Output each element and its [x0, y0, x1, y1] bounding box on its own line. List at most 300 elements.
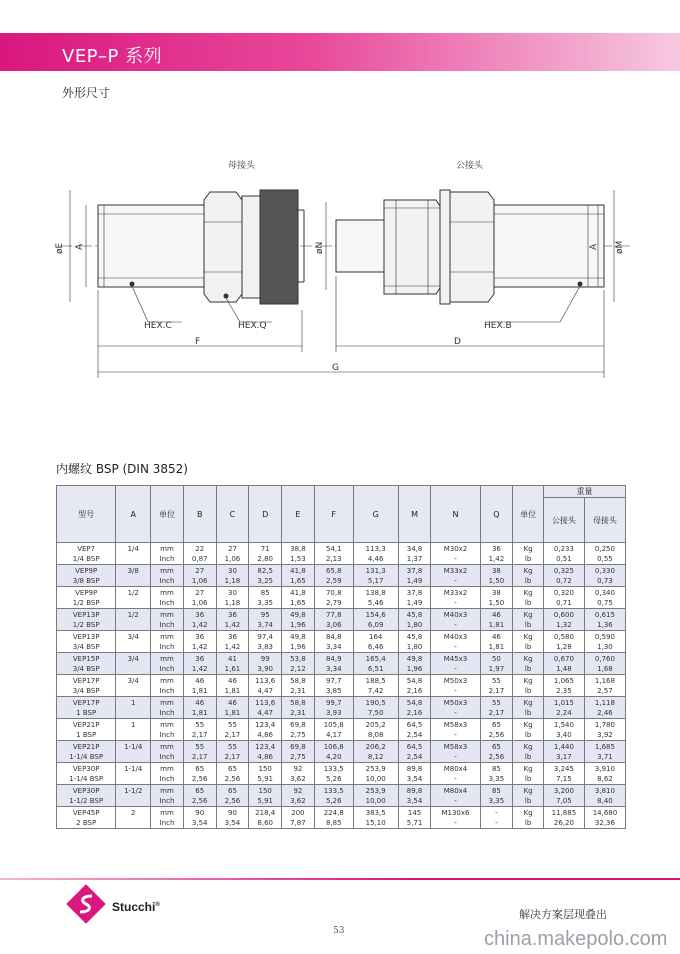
table-row [57, 785, 626, 807]
cell-value: VEP17P [72, 698, 100, 707]
table-cell [398, 807, 431, 829]
cell-value: 64,5 [406, 720, 423, 729]
cell-value: 85 [491, 786, 501, 795]
table-cell [584, 631, 625, 653]
cell-value: M40x3 [443, 610, 468, 619]
table-cell [216, 763, 249, 785]
table-cell [116, 587, 151, 609]
cell-value: 2,57 [597, 686, 613, 695]
cell-value: 54,1 [325, 544, 342, 553]
cell-value: mm [160, 588, 174, 597]
cell-value: 2,17 [224, 730, 241, 739]
cell-value: 1,015 [553, 698, 574, 707]
cell-value: 1-1/4 [124, 765, 143, 773]
cell-value: 4,47 [257, 708, 273, 717]
cell-value: 1,80 [406, 642, 423, 651]
cell-value: lb [524, 818, 532, 827]
cell-value: 1,80 [406, 620, 423, 629]
cell-value: 41,8 [290, 588, 306, 597]
table-cell [314, 807, 353, 829]
table-cell [151, 631, 184, 653]
cell-value: mm [160, 566, 174, 575]
table-cell [57, 741, 116, 763]
cell-value: VEP13P [72, 632, 100, 641]
cell-value: VEP9P [75, 566, 98, 575]
cell-value: 5,26 [325, 796, 342, 805]
table-cell [282, 631, 315, 653]
dim-hexB: HEX.B [484, 321, 512, 331]
cell-value: 3/8 [127, 567, 139, 575]
cell-value: 4,46 [367, 554, 384, 563]
dim-A-right: A [589, 243, 599, 250]
cell-value: 2,17 [224, 752, 241, 761]
cell-value: 0,75 [597, 598, 613, 607]
cell-value: 1 [131, 721, 136, 729]
table-cell [151, 697, 184, 719]
table-cell [480, 763, 513, 785]
cell-value: 55 [491, 676, 501, 685]
table-row [57, 719, 626, 741]
cell-value: 36 [195, 654, 205, 663]
cell-value: 2,31 [290, 686, 306, 695]
cell-value: 84,9 [325, 654, 342, 663]
cell-value: 3,85 [325, 686, 342, 695]
cell-value: VEP21P [72, 742, 100, 751]
table-cell [151, 609, 184, 631]
table-cell [431, 609, 480, 631]
table-cell [183, 587, 216, 609]
cell-value: 1,48 [556, 664, 572, 673]
cell-value: 99,7 [325, 698, 342, 707]
cell-value: Inch [159, 554, 175, 563]
brand-name: Stucchi® [112, 900, 160, 914]
cell-value: 3,06 [325, 620, 342, 629]
cell-value: 1-1/4 BSP [69, 774, 104, 783]
cell-value: 4,47 [257, 686, 273, 695]
table-cell [398, 609, 431, 631]
male-coupling [336, 190, 604, 304]
table-cell [216, 609, 249, 631]
table-cell [480, 609, 513, 631]
table-cell [314, 675, 353, 697]
cell-value: - [454, 796, 457, 805]
table-cell [57, 785, 116, 807]
cell-value: 0,600 [553, 610, 574, 619]
cell-value: 99 [260, 654, 270, 663]
cell-value: 1,81 [191, 708, 208, 717]
cell-value: 1-1/2 BSP [69, 796, 104, 805]
cell-value: Inch [159, 598, 175, 607]
cell-value: VEP9P [75, 588, 98, 597]
table-row [57, 587, 626, 609]
cell-value: 97,7 [325, 676, 342, 685]
table-cell [57, 609, 116, 631]
cell-value: 2,59 [325, 576, 342, 585]
footer-line [0, 878, 680, 880]
table-row [57, 609, 626, 631]
table-row [57, 565, 626, 587]
table-cell [353, 763, 398, 785]
table-cell [431, 631, 480, 653]
cell-value: 218,4 [255, 808, 276, 817]
cell-value: 2,75 [290, 752, 306, 761]
table-cell [584, 587, 625, 609]
table-cell [584, 807, 625, 829]
cell-value: 65 [195, 764, 205, 773]
table-cell [513, 785, 544, 807]
cell-value: 8,62 [597, 774, 613, 783]
table-cell [480, 741, 513, 763]
table-cell [57, 565, 116, 587]
table-cell [584, 609, 625, 631]
cell-value: 1,49 [406, 576, 423, 585]
table-cell [249, 763, 282, 785]
table-cell [216, 653, 249, 675]
cell-value: 138,8 [365, 588, 386, 597]
cell-value: - [454, 576, 457, 585]
table-cell [249, 653, 282, 675]
cell-value: 106,8 [323, 742, 344, 751]
cell-value: 205,2 [365, 720, 386, 729]
cell-value: 5,26 [325, 774, 342, 783]
cell-value: 27 [195, 566, 205, 575]
cell-value: Kg [523, 610, 533, 619]
cell-value: 1,168 [594, 676, 615, 685]
table-cell [151, 653, 184, 675]
cell-value: 8,08 [367, 730, 384, 739]
table-cell [314, 697, 353, 719]
col-weight-male: 公接头 [543, 498, 584, 543]
table-cell [57, 631, 116, 653]
table-cell [151, 587, 184, 609]
table-cell [353, 653, 398, 675]
table-cell [543, 763, 584, 785]
cell-value: 50 [491, 654, 501, 663]
table-cell [116, 675, 151, 697]
cell-value: 190,5 [365, 698, 386, 707]
cell-value: 2,46 [597, 708, 613, 717]
table-cell [216, 697, 249, 719]
cell-value: - [454, 620, 457, 629]
cell-value: 1,065 [553, 676, 574, 685]
cell-value: 0,51 [556, 554, 572, 563]
table-cell [431, 697, 480, 719]
table-cell [151, 565, 184, 587]
table-cell [480, 543, 513, 565]
table-cell [314, 719, 353, 741]
cell-value: 7,87 [290, 818, 306, 827]
cell-value: 1,81 [224, 686, 241, 695]
table-cell [151, 741, 184, 763]
cell-value: 2,54 [406, 730, 423, 739]
table-cell [116, 785, 151, 807]
cell-value: - [454, 708, 457, 717]
cell-value: 90 [195, 808, 205, 817]
cell-value: 7,42 [367, 686, 384, 695]
cell-value: 133,5 [323, 786, 344, 795]
cell-value: 26,20 [553, 818, 574, 827]
table-cell [249, 807, 282, 829]
cell-value: 2,13 [325, 554, 342, 563]
table-cell [480, 565, 513, 587]
cell-value: Inch [159, 730, 175, 739]
table-cell [282, 763, 315, 785]
table-cell [584, 697, 625, 719]
table-row [57, 741, 626, 763]
cell-value: 46 [228, 698, 237, 707]
table-cell [513, 763, 544, 785]
cell-value: 1,65 [290, 598, 306, 607]
cell-value: 1,28 [556, 642, 572, 651]
cell-value: 3,200 [553, 786, 574, 795]
cell-value: 0,340 [594, 588, 615, 597]
cell-value: VEP21P [72, 720, 100, 729]
cell-value: 383,5 [365, 808, 386, 817]
col-model: 型号 [57, 486, 116, 543]
cell-value: - [454, 664, 457, 673]
cell-value: mm [160, 786, 174, 795]
cell-value: 36 [195, 632, 205, 641]
table-cell [183, 741, 216, 763]
cell-value: M130x6 [441, 808, 470, 817]
table-cell [543, 609, 584, 631]
dim-phiM: øM [615, 240, 625, 254]
cell-value: Kg [523, 786, 533, 795]
cell-value: 3,62 [290, 796, 306, 805]
cell-value: - [454, 818, 457, 827]
table-cell [353, 543, 398, 565]
col-E: E [282, 486, 315, 543]
cell-value: 3,54 [406, 796, 423, 805]
table-cell [216, 675, 249, 697]
cell-value: 1,61 [224, 664, 241, 673]
cell-value: 27 [228, 544, 237, 553]
table-cell [513, 631, 544, 653]
spec-table [56, 485, 626, 829]
cell-value: 1,06 [191, 598, 208, 607]
cell-value: 3/4 [127, 677, 139, 685]
cell-value: 55 [195, 742, 205, 751]
cell-value: 1/2 BSP [72, 598, 100, 607]
cell-value: 3,54 [406, 774, 423, 783]
cell-value: 4,17 [325, 730, 342, 739]
cell-value: 3,92 [597, 730, 613, 739]
cell-value: 55 [195, 720, 205, 729]
cell-value: - [454, 730, 457, 739]
cell-value: - [495, 808, 498, 817]
cell-value: Kg [523, 588, 533, 597]
table-cell [216, 543, 249, 565]
female-coupling [98, 190, 304, 304]
table-cell [249, 697, 282, 719]
cell-value: 38 [491, 588, 501, 597]
cell-value: 46 [491, 632, 501, 641]
table-row [57, 697, 626, 719]
cell-value: 1,81 [191, 686, 208, 695]
cell-value: 85 [260, 588, 270, 597]
cell-value: 1,49 [406, 598, 423, 607]
cell-value: Kg [523, 808, 533, 817]
dim-phiN: øN [315, 241, 325, 254]
cell-value: 1,780 [594, 720, 615, 729]
table-cell [480, 719, 513, 741]
cell-value: 0,233 [553, 544, 574, 553]
cell-value: 92 [293, 786, 303, 795]
table-cell [183, 565, 216, 587]
cell-value: 1,06 [224, 554, 241, 563]
table-cell [353, 785, 398, 807]
cell-value: 2,56 [224, 774, 241, 783]
cell-value: 41 [228, 654, 237, 663]
stucchi-logo-icon [66, 884, 106, 924]
cell-value: 3,34 [325, 664, 342, 673]
cell-value: 2,56 [488, 752, 505, 761]
table-cell [183, 675, 216, 697]
table-row [57, 543, 626, 565]
table-cell [282, 565, 315, 587]
male-label: 公接头 [456, 161, 484, 171]
table-cell [216, 587, 249, 609]
cell-value: 2,16 [406, 686, 423, 695]
table-row [57, 653, 626, 675]
cell-value: 64,5 [406, 742, 423, 751]
cell-value: 2,35 [556, 686, 572, 695]
table-cell [543, 741, 584, 763]
cell-value: 105,8 [323, 720, 344, 729]
cell-value: 41,8 [290, 566, 306, 575]
cell-value: 65 [491, 720, 501, 729]
table-cell [513, 587, 544, 609]
cell-value: 200 [291, 808, 305, 817]
spec-table-body [57, 543, 626, 829]
cell-value: 3/4 BSP [72, 664, 100, 673]
cell-value: 65 [228, 786, 237, 795]
cell-value: 54,8 [406, 698, 423, 707]
dim-phiE: øE [55, 242, 65, 254]
cell-value: 1 BSP [76, 730, 97, 739]
cell-value: lb [524, 664, 532, 673]
cell-value: 3,34 [325, 642, 342, 651]
cell-value: 165,4 [365, 654, 386, 663]
cell-value: 7,50 [367, 708, 384, 717]
cell-value: 206,2 [365, 742, 386, 751]
cell-value: 89,8 [406, 786, 423, 795]
table-cell [431, 763, 480, 785]
table-cell [314, 543, 353, 565]
cell-value: 1-1/4 BSP [69, 752, 104, 761]
cell-value: 1,96 [290, 620, 306, 629]
cell-value: 1,30 [597, 642, 613, 651]
dim-hexQ: HEX.Q [238, 321, 267, 331]
table-cell [183, 763, 216, 785]
cell-value: 38 [491, 566, 501, 575]
cell-value: 3/8 BSP [72, 576, 100, 585]
cell-value: 3/4 BSP [72, 686, 100, 695]
dim-G: G [332, 363, 339, 373]
table-cell [353, 631, 398, 653]
col-A: A [116, 486, 151, 543]
table-cell [543, 719, 584, 741]
cell-value: lb [524, 686, 532, 695]
table-cell [480, 631, 513, 653]
cell-value: 3,910 [594, 764, 615, 773]
table-cell [183, 697, 216, 719]
cell-value: 8,40 [597, 796, 613, 805]
cell-value: 2 BSP [76, 818, 97, 827]
cell-value: 1,42 [224, 620, 241, 629]
cell-value: 1 BSP [76, 708, 97, 717]
table-cell [431, 587, 480, 609]
cell-value: 1,118 [594, 698, 615, 707]
cell-value: 46 [491, 610, 501, 619]
table-cell [116, 807, 151, 829]
cell-value: 97,4 [257, 632, 273, 641]
col-N: N [431, 486, 480, 543]
cell-value: 224,8 [323, 808, 344, 817]
table-cell [431, 565, 480, 587]
cell-value: 1,18 [224, 598, 241, 607]
table-cell [513, 697, 544, 719]
cell-value: Inch [159, 818, 175, 827]
table-cell [513, 741, 544, 763]
coupling-drawing [40, 150, 640, 390]
table-cell [584, 653, 625, 675]
watermark: china.makepolo.com [484, 928, 668, 950]
cell-value: 89,8 [406, 764, 423, 773]
cell-value: 5,91 [257, 774, 273, 783]
cell-value: Inch [159, 774, 175, 783]
cell-value: 36 [491, 544, 501, 553]
table-cell [584, 543, 625, 565]
table-cell [314, 565, 353, 587]
cell-value: 1,42 [191, 620, 208, 629]
cell-value: 0,330 [594, 566, 615, 575]
table-cell [282, 807, 315, 829]
table-cell [543, 807, 584, 829]
cell-value: lb [524, 752, 532, 761]
table-cell [353, 565, 398, 587]
cell-value: 1,06 [191, 576, 208, 585]
table-cell [282, 609, 315, 631]
cell-value: M50x3 [443, 676, 468, 685]
page-number: 53 [333, 926, 345, 936]
cell-value: 37,8 [406, 566, 423, 575]
table-cell [314, 587, 353, 609]
cell-value: - [454, 774, 457, 783]
cell-value: 55 [491, 698, 501, 707]
cell-value: 92 [293, 764, 303, 773]
table-cell [398, 763, 431, 785]
table-cell [353, 719, 398, 741]
cell-value: 30 [228, 566, 237, 575]
cell-value: 2 [131, 809, 136, 817]
table-cell [282, 719, 315, 741]
table-cell [282, 653, 315, 675]
table-cell [116, 609, 151, 631]
table-cell [431, 741, 480, 763]
cell-value: 1,540 [553, 720, 574, 729]
cell-value: 45,8 [406, 610, 423, 619]
col-unit: 单位 [151, 486, 184, 543]
cell-value: mm [160, 698, 174, 707]
table-cell [282, 697, 315, 719]
cell-value: 2,56 [191, 774, 208, 783]
cell-value: 69,8 [290, 720, 306, 729]
cell-value: 15,10 [365, 818, 386, 827]
cell-value: 22 [195, 544, 205, 553]
col-weight: 重量 [543, 486, 625, 498]
cell-value: 0,760 [594, 654, 615, 663]
